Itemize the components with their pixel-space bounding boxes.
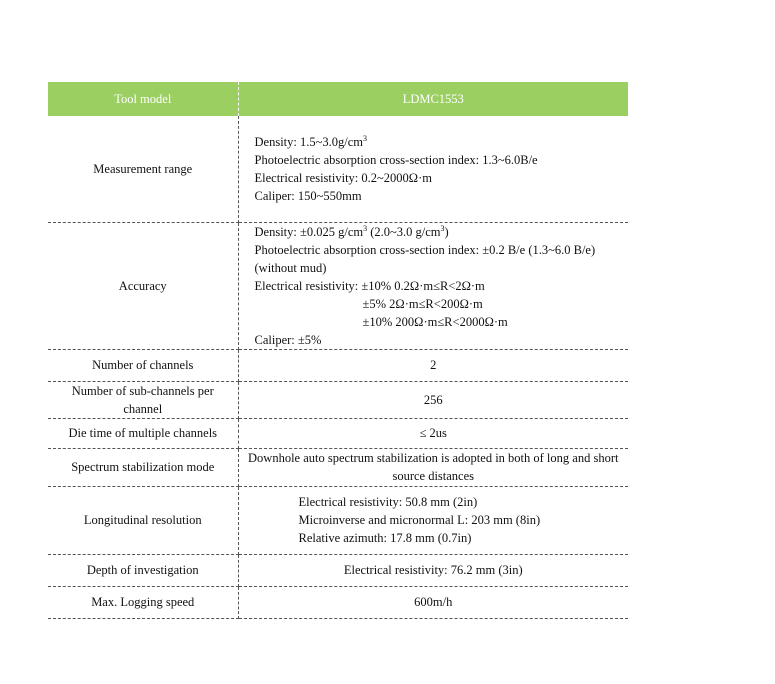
label-longitudinal: Longitudinal resolution	[48, 486, 238, 554]
accuracy-pe-note: (without mud)	[254, 260, 327, 275]
label-measurement-range: Measurement range	[48, 116, 238, 222]
accuracy-resistivity-1: Electrical resistivity: ±10% 0.2Ω·m≤R<2Ω·m	[254, 278, 485, 293]
range-caliper: Caliper: 150~550mm	[254, 188, 362, 203]
row-die-time	[48, 418, 628, 448]
label-depth: Depth of investigation	[48, 554, 238, 586]
row-stabilization	[48, 448, 628, 486]
row-channels	[48, 349, 628, 381]
header-row	[48, 82, 628, 116]
row-speed	[48, 586, 628, 618]
longitudinal-azimuth: Relative azimuth: 17.8 mm (0.7in)	[298, 531, 472, 545]
accuracy-pe-index: Photoelectric absorption cross-section index: ±0.2 B/e (1.3~6.0 B/e)	[254, 242, 596, 257]
row-depth	[48, 554, 628, 586]
longitudinal-micro: Microinverse and micronormal L: 203 mm (8in)	[298, 513, 541, 527]
specifications-table	[48, 82, 628, 619]
value-die-time: ≤ 2us	[238, 418, 628, 448]
accuracy-caliper: Caliper: ±5%	[254, 332, 322, 347]
accuracy-density: Density: ±0.025 $g/cm^3$ (2.0~3.0 $g/cm^3$)	[254, 223, 449, 239]
accuracy-resistivity-2: ±5% 2Ω·m≤R<200Ω·m	[362, 296, 483, 311]
row-longitudinal	[48, 486, 628, 554]
row-sub-channels	[48, 381, 628, 418]
label-accuracy: Accuracy	[48, 222, 238, 349]
row-accuracy	[48, 222, 628, 349]
longitudinal-resistivity: Electrical resistivity: 50.8 mm (2in)	[298, 495, 478, 509]
range-resistivity: Electrical resistivity: 0.2~2000Ω·m	[254, 170, 432, 185]
label-sub-channels: Number of sub-channels per channel	[48, 381, 238, 418]
value-longitudinal	[238, 486, 628, 554]
label-channels: Number of channels	[48, 349, 238, 381]
value-sub-channels: 256	[238, 381, 628, 418]
header-tool-model: Tool model	[48, 82, 238, 116]
value-accuracy	[238, 222, 628, 349]
header-model-number: LDMC1553	[238, 82, 628, 116]
accuracy-resistivity-3: ±10% 200Ω·m≤R<2000Ω·m	[362, 314, 508, 329]
value-channels: 2	[238, 349, 628, 381]
label-stabilization: Spectrum stabilization mode	[48, 448, 238, 486]
value-depth: Electrical resistivity: 76.2 mm (3in)	[238, 554, 628, 586]
value-speed: 600m/h	[238, 586, 628, 618]
value-stabilization: Downhole auto spectrum stabilization is adopted in both of long and short source distances	[238, 448, 628, 486]
label-die-time: Die time of multiple channels	[48, 418, 238, 448]
row-measurement-range	[48, 116, 628, 222]
range-density: Density: $1.5\sim 3.0g/cm^3$	[254, 133, 367, 149]
value-measurement-range	[238, 116, 628, 222]
label-speed: Max. Logging speed	[48, 586, 238, 618]
range-pe-index: Photoelectric absorption cross-section index: 1.3~6.0B/e	[254, 152, 538, 167]
